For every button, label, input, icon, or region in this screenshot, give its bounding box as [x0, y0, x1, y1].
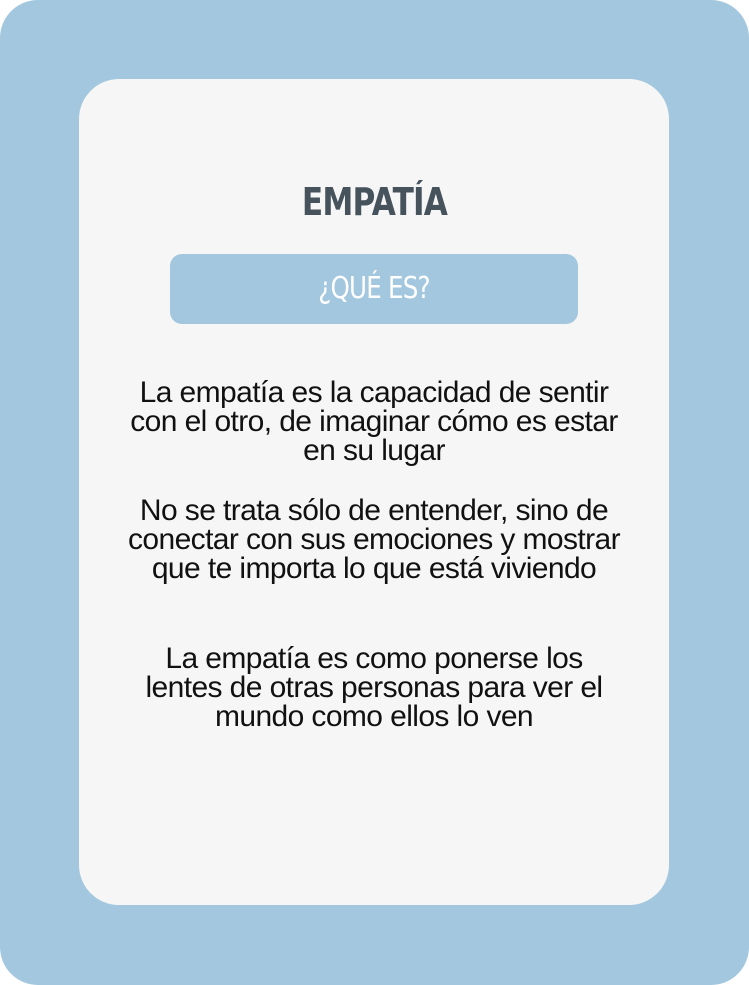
card-subtitle: ¿QUÉ ES? [318, 271, 430, 306]
paragraph-explanation: No se trata sólo de entender, sino de conectar con sus emociones y mostrar que te importa lo que está viviendo [128, 494, 620, 585]
subtitle-banner [170, 254, 578, 324]
card-title: EMPATÍA [301, 180, 448, 224]
paragraph-analogy: La empatía es como ponerse los lentes de otras personas para ver el mundo como ellos lo ven [145, 642, 603, 733]
paragraph-definition: La empatía es la capacidad de sentir con el otro, de imaginar cómo es estar en su lugar [130, 376, 618, 467]
